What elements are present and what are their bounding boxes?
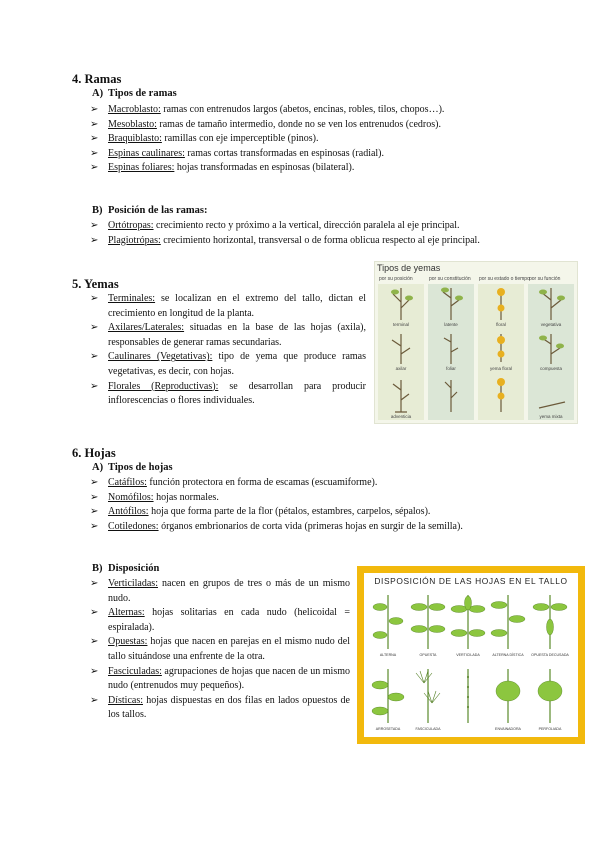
arrow-bullet-icon: ➢ [90,147,99,159]
section-title-hojas: 6. Hojas [72,446,116,460]
leaf-drawing [556,344,564,349]
term: Fasciculadas: [108,665,162,677]
term: Verticiladas: [108,578,158,589]
term: Alternas: [108,607,145,619]
figure-label: vegetativa [540,322,562,327]
figure-label: terminal [392,322,409,327]
figure-label: compuesta [539,366,562,371]
list-item [90,635,350,664]
figure-label: ARROSETADA [375,727,401,731]
term: Cotiledones: [108,520,159,532]
figure-column-header: por su función [529,276,561,282]
dot-drawing [467,676,469,678]
definition: órganos embrionarios de corta vida (primeras hojas en surgir de la semilla). [158,520,463,532]
list-item [90,380,366,409]
leaf-drawing [429,626,445,633]
figure-label: floral [496,322,506,327]
subheading-text: Tipos de ramas [108,88,177,99]
term: Nomófilos: [108,491,154,503]
subheading-text: Posición de las ramas: [108,205,208,216]
leaf-drawing [533,604,549,611]
flower-bud-drawing [498,351,505,358]
list-item [90,234,530,249]
subheading-tipos-hojas [92,462,173,473]
leaf-drawing [411,626,427,633]
term: Caulinares (Vegetativas): [108,351,213,363]
arrow-bullet-icon: ➢ [90,351,99,363]
leaf-drawing [429,604,445,611]
subheading-text: Tipos de hojas [108,462,173,473]
leaf-drawing [373,632,387,639]
definition: ramillas con eje imperceptible (pinos). [161,133,319,145]
leaf-drawing [469,630,485,637]
leaf-drawing [405,296,413,301]
figure-label: FASCICULADA [415,727,441,731]
leaf-drawing [451,630,467,637]
definition: hojas dispuestas en dos filas en lados opuestos de los tallos. [108,694,350,721]
figure-inner [364,573,578,737]
leaf-drawing [469,606,485,613]
arrow-bullet-icon: ➢ [90,104,99,115]
definition: nacen en grupos de tres o más de un mismo nudo. [108,578,350,604]
flower-bud-drawing [497,336,505,344]
leaf-drawing [372,681,388,689]
definition: ramas cortas transformadas en espinosas (radial). [184,147,385,159]
twig-drawing [393,380,409,412]
definition: ramas con entrenudos largos (abetos, encinas, robles, tilos, chopos…). [160,104,445,115]
list-tipos-hojas [90,476,530,534]
term: Mesoblasto: [108,118,157,130]
section-title-ramas: 4. Ramas [72,72,122,86]
figure-label: ENVAINADORA [495,727,521,731]
term: Espinas foliares: [108,162,175,174]
twig-drawing [443,288,459,320]
definition: hojas que nacen en parejas en el mismo nudo del tallo situándose una enfrente de la otra. [108,636,350,662]
term: Opuestas: [108,636,148,648]
term: Catáfilos: [108,477,147,488]
section-title-yemas: 5. Yemas [72,277,119,291]
definition: se localizan en el extremo del tallo, dictan el crecimiento en longitud de la planta. [108,293,366,319]
list-tipos-ramas [90,103,510,176]
subheading-text: Disposición [108,563,160,574]
list-item [90,491,530,506]
leaf-drawing [465,596,472,610]
list-item [90,147,510,162]
list-item [90,476,530,491]
definition: función protectora en forma de escamas (escuamiforme). [146,477,378,488]
term: Macroblasto: [108,104,161,115]
definition: hojas solitarias en cada nudo (helicoidal = espiralada). [108,607,350,633]
list-posicion-ramas [90,219,530,248]
leaf-drawing [372,707,388,715]
list-disposicion [90,577,350,723]
leaf-drawing [389,618,403,625]
figure-title: Tipos de yemas [377,263,441,273]
definition: ramas de tamaño intermedio, donde no se ven los entrenudos (cedros). [156,118,441,130]
arrow-bullet-icon: ➢ [90,133,99,145]
flower-bud-drawing [497,378,505,386]
figure-label: ALTERNA [379,653,397,657]
term: Braquiblasto: [108,133,162,145]
arrow-bullet-icon: ➢ [90,293,99,304]
leaf-drawing [388,693,404,701]
term: Florales (Reproductivas): [108,380,219,392]
term: Terminales: [108,293,156,304]
list-item [90,665,350,694]
arrow-bullet-icon: ➢ [90,380,99,392]
subheading-letter: B) [92,563,103,574]
leaf-drawing [373,604,387,611]
figure-column-header: por su estado o tiempo [479,276,530,282]
list-item [90,350,366,379]
list-item [90,132,510,147]
definition: tipo de yema que produce ramas vegetativas, es decir, con hojas. [108,351,366,377]
figure-label: VERTICILADA [456,653,480,657]
definition: se desarrollan para producir inflorescencias o flores individuales. [108,380,367,407]
definition: hojas normales. [153,491,219,503]
subheading-letter: A) [92,88,104,99]
list-item [90,292,366,321]
figure-label: PERFOLIADA [538,727,562,731]
dot-drawing [467,696,469,698]
list-item [90,606,350,635]
figure-label: latente [444,322,458,327]
figure-disposicion-hojas [357,566,585,744]
arrow-bullet-icon: ➢ [90,665,99,677]
subheading-tipos-ramas [92,88,177,99]
flower-bud-drawing [498,393,505,400]
term: Antófilos: [108,506,149,518]
needle-cluster-drawing [424,691,440,703]
figure-label: foliar [446,366,456,371]
arrow-bullet-icon: ➢ [90,234,99,246]
list-item [90,694,350,723]
list-item [90,161,510,176]
figure-label: yema floral [489,366,512,371]
leaf-drawing [411,604,427,611]
figure-label: OPUESTA [419,653,437,657]
arrow-bullet-icon: ➢ [90,477,99,488]
needle-cluster-drawing [416,671,432,683]
arrow-bullet-icon: ➢ [90,694,99,706]
figure-column-header: por su posición [379,276,413,282]
arrow-bullet-icon: ➢ [90,118,99,130]
leaf-drawing [451,606,467,613]
definition: hoja que forma parte de la flor (pétalos, estambres, carpelos, sépalos). [148,506,431,518]
list-item [90,505,530,520]
list-yemas [90,292,366,409]
definition: crecimiento horizontal, transversal o de forma oblicua respecto al eje principal. [160,234,480,246]
figure-label: yema mixta [539,414,563,419]
arrow-bullet-icon: ➢ [90,520,99,532]
buds-illustration [375,262,579,425]
figure-tipos-de-yemas [374,261,578,424]
figure-label: ALTERNA DÍSTICA [492,653,524,657]
arrow-bullet-icon: ➢ [90,162,99,174]
figure-title: DISPOSICIÓN DE LAS HOJAS EN EL TALLO [374,576,568,586]
leaf-drawing [539,290,547,295]
leaf-drawing [391,290,399,295]
leaf-drawing [496,681,520,701]
definition: hojas transformadas en espinosas (bilateral). [174,162,355,174]
arrow-bullet-icon: ➢ [90,220,99,231]
twig-drawing [392,334,410,364]
definition: crecimiento recto y próximo a la vertical, dirección paralela al eje principal. [153,220,460,231]
subheading-disposicion [92,563,159,574]
list-item [90,219,530,234]
list-item [90,321,366,350]
term: Plagiotrópas: [108,234,161,246]
arrow-bullet-icon: ➢ [90,322,99,334]
twig-drawing [445,380,457,412]
figure-label: adventicia [390,414,412,419]
subheading-posicion-ramas [92,205,207,216]
list-item [90,118,510,133]
leaf-drawing [551,604,567,611]
dot-drawing [467,706,469,708]
twig-drawing [539,402,565,408]
term: Espinas caulinares: [108,147,185,159]
leaf-drawing [509,616,525,623]
leaf-drawing [547,619,554,635]
arrow-bullet-icon: ➢ [90,636,99,648]
subheading-letter: A) [92,462,104,473]
list-item [90,103,510,118]
arrow-bullet-icon: ➢ [90,578,99,589]
definition: agrupaciones de hojas que nacen de un mismo nudo (entrenudos muy pequeños). [108,665,350,692]
list-item [90,520,530,535]
arrow-bullet-icon: ➢ [90,607,99,619]
figure-label: axilar [395,366,407,371]
flower-bud-drawing [497,288,505,296]
dot-drawing [467,686,469,688]
leaf-drawing [455,296,463,301]
leaf-drawing [491,630,507,637]
term: Axilares/Laterales: [108,322,185,334]
twig-drawing [444,334,458,364]
arrow-bullet-icon: ➢ [90,491,99,503]
subheading-letter: B) [92,205,103,216]
arrow-bullet-icon: ➢ [90,506,99,518]
leaf-drawing [538,681,562,701]
leaf-drawing [441,288,449,293]
term: Ortótropas: [108,220,154,231]
figure-column-header: por su constitución [429,276,471,282]
definition: situadas en la base de las hojas (axila), responsables de generar ramas secundarias. [108,322,366,348]
leaf-drawing [557,296,565,301]
term: Dísticas: [108,694,143,706]
list-item [90,577,350,606]
leaf-drawing [539,336,547,341]
flower-bud-drawing [498,305,505,312]
leaf-drawing [491,602,507,609]
figure-label: OPUESTA DECUSADA [531,653,569,657]
